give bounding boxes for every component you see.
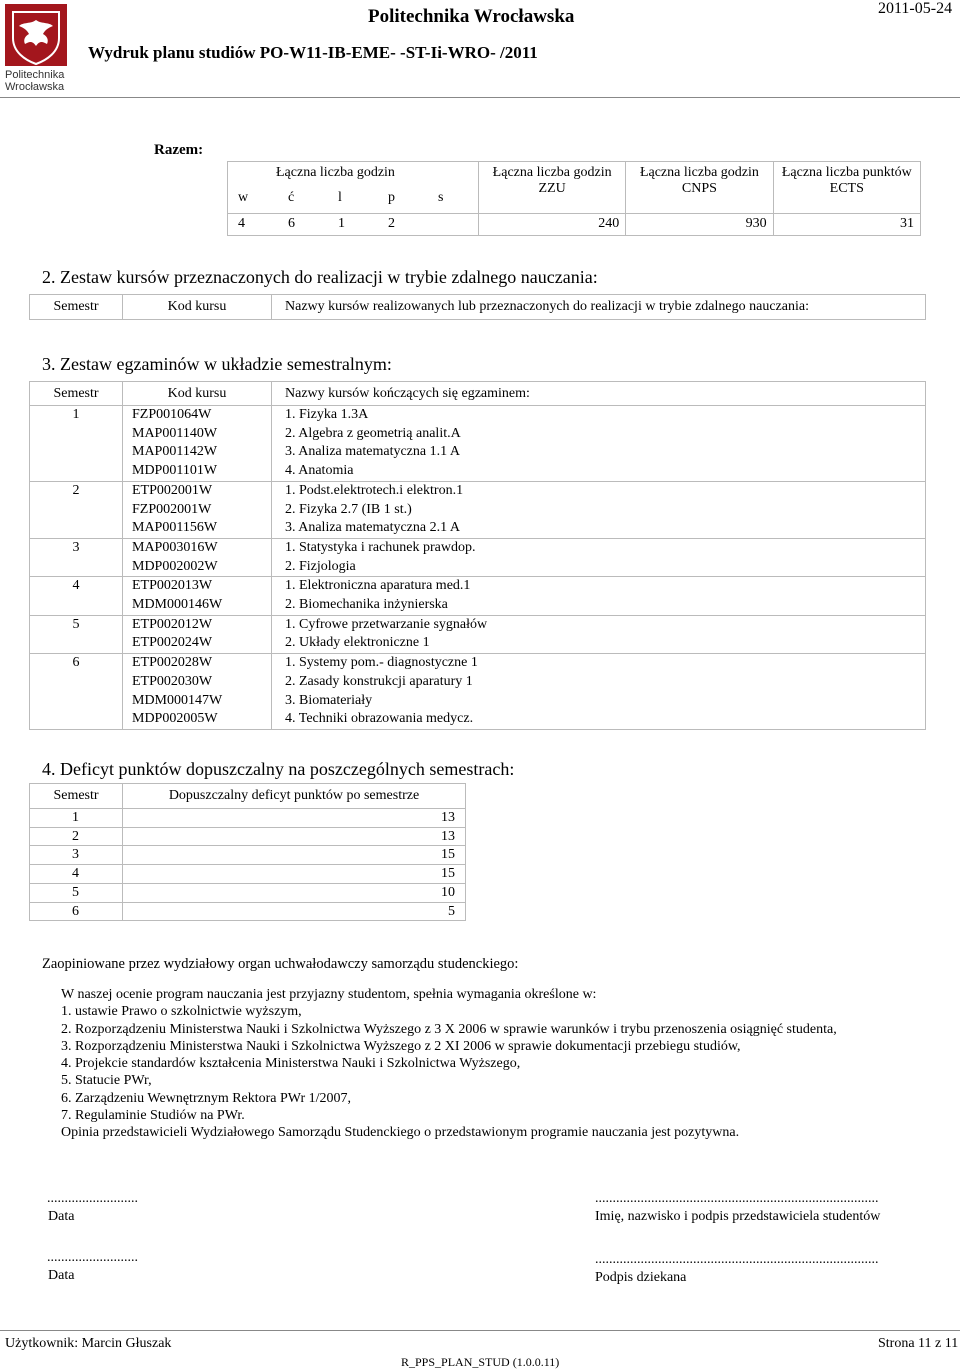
exam-semester-row (30, 481, 926, 538)
section4-title: 4. Deficyt punktów dopuszczalny na poszczególnych semestrach: (42, 759, 515, 779)
deficit-semester: 6 (30, 902, 123, 921)
opinion-line: W naszej ocenie program nauczania jest przyjazny studentom, spełnia wymagania określone w: (61, 987, 597, 1002)
footer-page: Strona 11 z 11 (878, 1336, 959, 1351)
deficit-value: 5 (123, 902, 466, 921)
course-code: MAP001140W (132, 425, 218, 441)
s2-col-kod: Kod kursu (123, 295, 272, 320)
opinion-line: 4. Projekcie standardów kształcenia Ministerstwa Nauki i Szkolnictwa Wyższego, (61, 1056, 521, 1072)
s4-col-semestr: Semestr (30, 784, 123, 809)
footer-divider (0, 1330, 960, 1331)
course-code: FZP001064W (132, 407, 212, 422)
course-code: MDP002002W (132, 558, 218, 574)
course-code: ETP002013W (132, 578, 213, 594)
course-code: ETP002028W (132, 655, 213, 671)
form-label-c: ć (288, 190, 295, 205)
course-code: MDM000147W (132, 692, 223, 708)
deficit-semester: 4 (30, 865, 123, 884)
course-name: 2. Zasady konstrukcji aparatury 1 (285, 673, 473, 689)
course-name: 2. Biomechanika inżynierska (285, 597, 448, 613)
student-rep-label: Imię, nazwisko i podpis przedstawiciela studentów (595, 1209, 881, 1224)
exam-semester-number: 3 (30, 538, 123, 576)
dean-dots: ................................................................................. (595, 1252, 879, 1267)
opinion-line: Opinia przedstawicieli Wydziałowego Samorządu Studenckiego o przedstawionym programie nauczania jest pozytywna. (61, 1125, 740, 1141)
section2-title: 2. Zestaw kursów przeznaczonych do realizacji w trybie zdalnego nauczania: (42, 267, 598, 287)
exam-course-names (272, 615, 926, 653)
date-dots-2: .......................... (47, 1250, 138, 1265)
deficit-table (29, 783, 466, 921)
opinion-line: 2. Rozporządzeniu Ministerstwa Nauki i Szkolnictwa Wyższego z 3 X 2006 w sprawie warunków i trybu przenoszenia osiągnięć studenta, (61, 1021, 837, 1037)
exams-table (29, 381, 926, 730)
course-name: 4. Anatomia (285, 463, 354, 479)
course-name: 1. Elektroniczna aparatura med.1 (285, 578, 471, 594)
form-value-l: 1 (338, 216, 345, 231)
exam-semester-row (30, 615, 926, 653)
s3-col-nazwy: Nazwy kursów kończących się egzaminem: (272, 382, 926, 406)
s2-col-semestr: Semestr (30, 295, 123, 320)
course-code: ETP002012W (132, 616, 213, 632)
exam-course-names (272, 481, 926, 538)
deficit-row (30, 846, 466, 865)
deficit-semester: 5 (30, 883, 123, 902)
opinion-line: 1. ustawie Prawo o szkolnictwie wyższym, (61, 1004, 302, 1020)
course-code: MDM000146W (132, 597, 223, 613)
exam-course-codes (123, 615, 272, 653)
course-name: 2. Układy elektroniczne 1 (285, 635, 430, 651)
course-name: 1. Cyfrowe przetwarzanie sygnałów (285, 616, 488, 632)
student-rep-dots: ................................................................................. (595, 1191, 879, 1206)
exam-semester-number: 6 (30, 654, 123, 730)
exam-course-names (272, 406, 926, 482)
s4-col-deficyt: Dopuszczalny deficyt punktów po semestrze (123, 784, 466, 809)
course-code: MAP001156W (132, 520, 218, 536)
deficit-row (30, 827, 466, 846)
exam-course-names (272, 654, 926, 730)
university-logo (5, 4, 69, 96)
dean-label: Podpis dziekana (595, 1270, 687, 1285)
eagle-emblem-icon (5, 4, 67, 66)
deficit-value: 13 (123, 809, 466, 828)
deficit-row (30, 809, 466, 828)
exam-course-codes (123, 654, 272, 730)
total-hours-label: Łączna liczba godzin (276, 165, 395, 180)
exam-course-codes (123, 577, 272, 615)
cnps-header: Łączna liczba godzin CNPS (626, 162, 773, 214)
exam-course-codes (123, 406, 272, 482)
ects-value: 31 (773, 214, 920, 236)
course-name: 2. Fizyka 2.7 (IB 1 st.) (285, 501, 412, 517)
totals-table (227, 161, 921, 236)
course-name: 1. Statystyka i rachunek prawdop. (285, 539, 476, 555)
print-date: 2011-05-24 (878, 0, 953, 17)
form-value-s (438, 216, 478, 232)
logo-text-line1: Politechnika (5, 69, 65, 81)
university-name: Politechnika Wrocławska (368, 6, 575, 27)
exam-semester-number: 1 (30, 406, 123, 482)
course-name: 2. Fizjologia (285, 558, 356, 574)
deficit-value: 15 (123, 865, 466, 884)
date-dots-1: .......................... (47, 1191, 138, 1206)
course-name: 1. Systemy pom.- diagnostyczne 1 (285, 655, 478, 671)
form-value-w: 4 (238, 216, 245, 231)
course-code: ETP002024W (132, 635, 213, 651)
logo-text-line2: Wrocławska (5, 81, 65, 93)
exam-semester-number: 5 (30, 615, 123, 653)
s3-col-semestr: Semestr (30, 382, 123, 406)
course-name: 4. Techniki obrazowania medycz. (285, 711, 474, 727)
footer-report-id: R_PPS_PLAN_STUD (1.0.0.11) (401, 1355, 560, 1369)
form-label-l: l (338, 190, 342, 205)
opinion-text (61, 986, 837, 1142)
ects-header: Łączna liczba punktów ECTS (773, 162, 920, 214)
zzu-value: 240 (479, 214, 626, 236)
exam-semester-row (30, 577, 926, 615)
course-name: 1. Fizyka 1.3A (285, 407, 369, 422)
date-label-1: Data (48, 1209, 75, 1224)
course-name: 3. Analiza matematyczna 2.1 A (285, 520, 460, 536)
course-code: MAP001142W (132, 444, 218, 460)
form-value-p: 2 (388, 216, 395, 231)
total-hours-header (228, 162, 479, 214)
deficit-row (30, 902, 466, 921)
course-code: MAP003016W (132, 539, 218, 555)
opinion-line: 3. Rozporządzeniu Ministerstwa Nauki i Szkolnictwa Wyższego z 2 XI 2006 w sprawie dokumentacji przebiegu studiów, (61, 1038, 741, 1054)
course-code: MDP002005W (132, 711, 218, 727)
deficit-row (30, 883, 466, 902)
opinion-line: 5. Statucie PWr, (61, 1073, 152, 1089)
zzu-header: Łączna liczba godzin ZZU (479, 162, 626, 214)
opinion-heading: Zaopiniowane przez wydziałowy organ uchwałodawczy samorządu studenckiego: (42, 956, 519, 972)
deficit-value: 15 (123, 846, 466, 865)
exam-course-codes (123, 538, 272, 576)
header-divider (0, 97, 960, 98)
exam-semester-number: 2 (30, 481, 123, 538)
remote-courses-table (29, 294, 926, 320)
exam-semester-row (30, 654, 926, 730)
exam-semester-row (30, 406, 926, 482)
course-name: 3. Biomateriały (285, 692, 373, 708)
razem-label: Razem: (154, 142, 204, 158)
exam-semester-row (30, 538, 926, 576)
form-value-c: 6 (288, 216, 295, 231)
course-name: 3. Analiza matematyczna 1.1 A (285, 444, 460, 460)
form-label-w: w (238, 190, 249, 205)
deficit-value: 10 (123, 883, 466, 902)
deficit-semester: 2 (30, 827, 123, 846)
section3-title: 3. Zestaw egzaminów w układzie semestralnym: (42, 354, 392, 374)
deficit-row (30, 865, 466, 884)
course-code: ETP002030W (132, 673, 213, 689)
exam-course-names (272, 577, 926, 615)
exam-course-names (272, 538, 926, 576)
course-code: ETP002001W (132, 482, 213, 498)
deficit-value: 13 (123, 827, 466, 846)
deficit-semester: 3 (30, 846, 123, 865)
plan-title: Wydruk planu studiów PO-W11-IB-EME- -ST-Ii-WRO- /2011 (88, 43, 538, 62)
deficit-semester: 1 (30, 809, 123, 828)
footer-user: Użytkownik: Marcin Głuszak (5, 1336, 172, 1351)
opinion-line: 7. Regulaminie Studiów na PWr. (61, 1108, 245, 1124)
cnps-value: 930 (626, 214, 773, 236)
course-name: 1. Podst.elektrotech.i elektron.1 (285, 482, 464, 498)
exam-course-codes (123, 481, 272, 538)
totals-values-row (228, 214, 921, 236)
date-label-2: Data (48, 1268, 75, 1283)
exam-semester-number: 4 (30, 577, 123, 615)
form-labels-row (238, 190, 478, 206)
form-label-p: p (388, 190, 395, 205)
s2-col-nazwy: Nazwy kursów realizowanych lub przeznaczonych do realizacji w trybie zdalnego nauczania: (272, 295, 926, 320)
course-name: 2. Algebra z geometrią analit.A (285, 425, 461, 441)
s3-col-kod: Kod kursu (123, 382, 272, 406)
course-code: MDP001101W (132, 463, 218, 479)
opinion-line: 6. Zarządzeniu Wewnętrznym Rektora PWr 1/2007, (61, 1090, 352, 1106)
course-code: FZP002001W (132, 501, 212, 517)
form-label-s: s (438, 190, 444, 205)
